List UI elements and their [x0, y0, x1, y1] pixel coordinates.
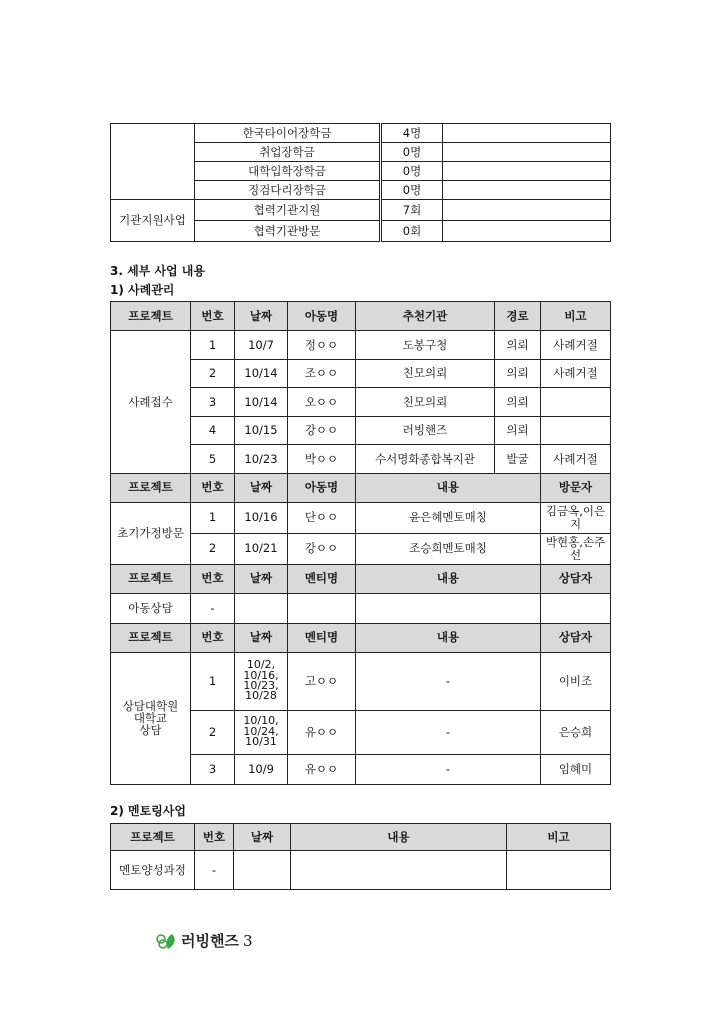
data-cell [541, 416, 611, 445]
column-header: 추천기관 [356, 302, 495, 331]
item-cell: 취업장학금 [195, 143, 381, 162]
value-cell: 4명 [381, 124, 443, 143]
column-header: 번호 [195, 824, 234, 851]
column-header: 상담자 [541, 564, 611, 593]
project-cell: 상담대학원 대학교 상담 [111, 652, 191, 784]
data-cell: 고ㅇㅇ [288, 652, 356, 710]
data-cell [507, 851, 611, 890]
data-cell: 박ㅇㅇ [288, 445, 356, 474]
column-header: 멘티명 [288, 623, 356, 652]
mentoring-table [110, 823, 611, 890]
data-cell: 3 [191, 388, 235, 417]
item-cell: 대학입학장학금 [195, 162, 381, 181]
table-header-row [111, 623, 611, 652]
value-cell: 0회 [381, 221, 443, 242]
column-header: 내용 [291, 824, 507, 851]
case-management-table [110, 301, 611, 785]
column-header: 날짜 [235, 623, 288, 652]
data-cell: 사례거절 [541, 331, 611, 360]
column-header: 아동명 [288, 302, 356, 331]
table-row [111, 593, 611, 623]
group-cell: 기관지원사업 [111, 200, 195, 242]
data-cell: 의뢰 [495, 388, 541, 417]
column-header: 내용 [356, 564, 541, 593]
group-cell-empty [111, 124, 195, 200]
data-cell: - [356, 652, 541, 710]
table-row [111, 124, 611, 143]
column-header: 날짜 [235, 302, 288, 331]
data-cell: 윤은혜멘토매칭 [356, 502, 541, 533]
note-cell [443, 124, 611, 143]
note-cell [443, 200, 611, 221]
data-cell: - [191, 593, 235, 623]
data-cell: 2 [191, 533, 235, 564]
data-cell: 의뢰 [495, 331, 541, 360]
data-cell: 박현홍,손주선 [541, 533, 611, 564]
item-cell: 징검다리장학금 [195, 181, 381, 200]
data-cell: 의뢰 [495, 416, 541, 445]
item-cell: 협력기관방문 [195, 221, 381, 242]
column-header: 내용 [356, 623, 541, 652]
data-cell [541, 388, 611, 417]
value-cell: 0명 [381, 181, 443, 200]
data-cell: 친모의뢰 [356, 359, 495, 388]
data-cell: 러빙핸즈 [356, 416, 495, 445]
data-cell [356, 593, 541, 623]
column-header: 프로젝트 [111, 564, 191, 593]
data-cell [234, 851, 291, 890]
data-cell: 5 [191, 445, 235, 474]
data-cell: 강ㅇㅇ [288, 416, 356, 445]
data-cell: 10/21 [235, 533, 288, 564]
data-cell: 1 [191, 331, 235, 360]
data-cell: - [356, 754, 541, 784]
data-cell: 이비조 [541, 652, 611, 710]
table-row [111, 200, 611, 221]
item-cell: 협력기관지원 [195, 200, 381, 221]
data-cell: 10/14 [235, 388, 288, 417]
data-cell: 유ㅇㅇ [288, 754, 356, 784]
data-cell [541, 593, 611, 623]
data-cell: 오ㅇㅇ [288, 388, 356, 417]
project-cell: 사례접수 [111, 331, 191, 474]
data-cell [288, 593, 356, 623]
project-cell: 초기가정방문 [111, 502, 191, 564]
footer-brand: 러빙핸즈 [181, 932, 239, 950]
value-cell: 0명 [381, 143, 443, 162]
section3-title: 3. 세부 사업 내용 [110, 264, 205, 278]
data-cell: 1 [191, 502, 235, 533]
data-cell: 도봉구청 [356, 331, 495, 360]
data-cell: 10/15 [235, 416, 288, 445]
loving-hands-logo-icon [155, 931, 177, 951]
data-cell: 단ㅇㅇ [288, 502, 356, 533]
note-cell [443, 162, 611, 181]
data-cell: - [195, 851, 234, 890]
column-header: 번호 [191, 473, 235, 502]
column-header: 비고 [507, 824, 611, 851]
data-cell: 수서명화종합복지관 [356, 445, 495, 474]
data-cell: 10/23 [235, 445, 288, 474]
data-cell: 사례거절 [541, 445, 611, 474]
data-cell: 10/16 [235, 502, 288, 533]
data-cell: 2 [191, 710, 235, 754]
page-number: 3 [242, 931, 253, 950]
table-row [111, 652, 611, 710]
data-cell: 친모의뢰 [356, 388, 495, 417]
data-cell: 사례거절 [541, 359, 611, 388]
data-cell: 유ㅇㅇ [288, 710, 356, 754]
column-header: 프로젝트 [111, 824, 195, 851]
table-header-row [111, 824, 611, 851]
data-cell: 은승희 [541, 710, 611, 754]
data-cell: 3 [191, 754, 235, 784]
data-cell: - [356, 710, 541, 754]
column-header: 내용 [356, 473, 541, 502]
table-header-row [111, 473, 611, 502]
data-cell: 10/9 [235, 754, 288, 784]
column-header: 프로젝트 [111, 623, 191, 652]
data-cell: 2 [191, 359, 235, 388]
data-cell: 4 [191, 416, 235, 445]
data-cell: 10/7 [235, 331, 288, 360]
column-header: 프로젝트 [111, 473, 191, 502]
data-cell [291, 851, 507, 890]
item-cell: 한국타이어장학금 [195, 124, 381, 143]
table-row [111, 851, 611, 890]
scholarship-table [110, 123, 611, 242]
note-cell [443, 221, 611, 242]
column-header: 번호 [191, 302, 235, 331]
section2-title: 2) 멘토링사업 [110, 804, 186, 818]
footer [155, 930, 253, 951]
value-cell: 7회 [381, 200, 443, 221]
column-header: 멘티명 [288, 564, 356, 593]
data-cell: 멘토양성과정 [111, 851, 195, 890]
data-cell: 의뢰 [495, 359, 541, 388]
column-header: 비고 [541, 302, 611, 331]
data-cell: 발굴 [495, 445, 541, 474]
column-header: 상담자 [541, 623, 611, 652]
table-row [111, 331, 611, 360]
data-cell: 1 [191, 652, 235, 710]
column-header: 방문자 [541, 473, 611, 502]
value-cell: 0명 [381, 162, 443, 181]
column-header: 번호 [191, 623, 235, 652]
data-cell: 10/10, 10/24, 10/31 [235, 710, 288, 754]
data-cell: 정ㅇㅇ [288, 331, 356, 360]
column-header: 날짜 [234, 824, 291, 851]
data-cell [235, 593, 288, 623]
data-cell: 10/14 [235, 359, 288, 388]
table-row [111, 502, 611, 533]
column-header: 아동명 [288, 473, 356, 502]
data-cell: 10/2, 10/16, 10/23, 10/28 [235, 652, 288, 710]
column-header: 프로젝트 [111, 302, 191, 331]
data-cell: 김금옥,이은지 [541, 502, 611, 533]
data-cell: 조ㅇㅇ [288, 359, 356, 388]
section1-title: 1) 사례관리 [110, 283, 175, 297]
column-header: 날짜 [235, 473, 288, 502]
data-cell: 강ㅇㅇ [288, 533, 356, 564]
note-cell [443, 181, 611, 200]
data-cell: 임혜미 [541, 754, 611, 784]
table-header-row [111, 564, 611, 593]
data-cell: 조승희멘토매칭 [356, 533, 541, 564]
column-header: 날짜 [235, 564, 288, 593]
column-header: 경로 [495, 302, 541, 331]
note-cell [443, 143, 611, 162]
table-header-row [111, 302, 611, 331]
project-cell: 아동상담 [111, 593, 191, 623]
column-header: 번호 [191, 564, 235, 593]
